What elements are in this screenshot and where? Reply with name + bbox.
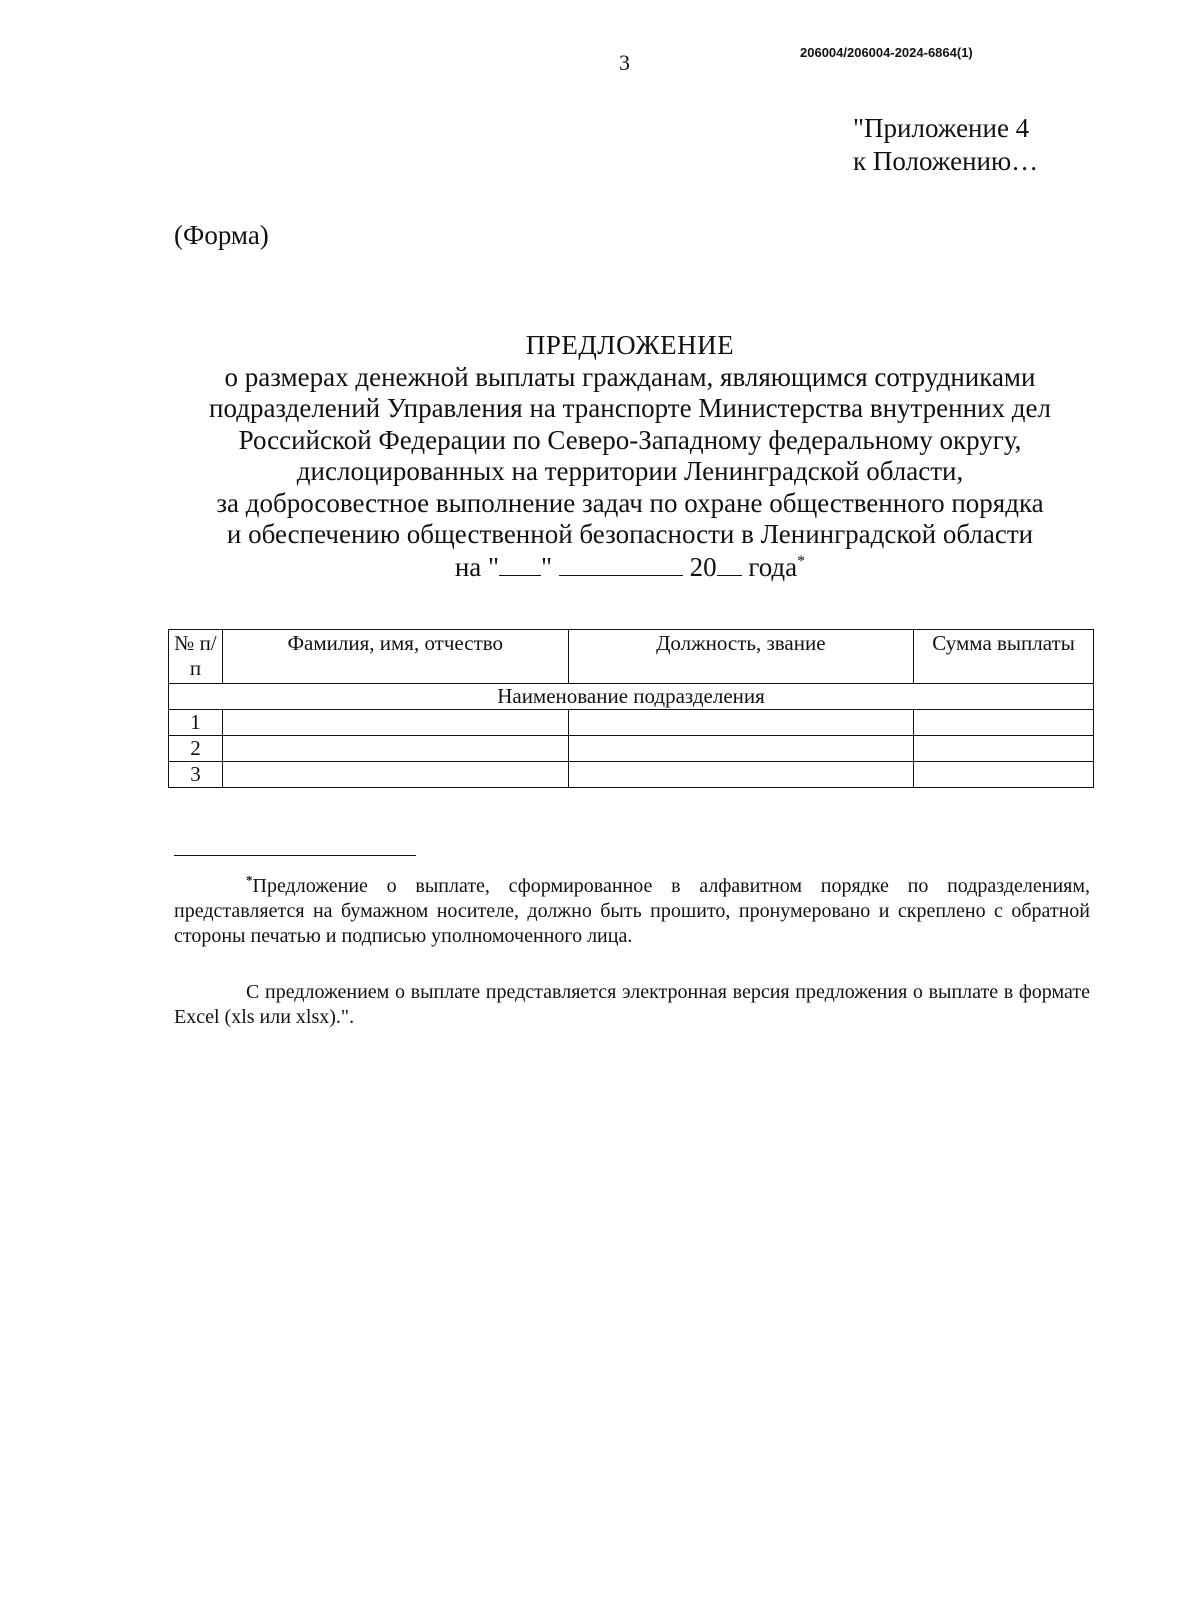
row-name — [222, 710, 568, 736]
year-blank — [717, 551, 742, 576]
page-number: 3 — [619, 50, 630, 75]
title-line-3: Российской Федерации по Северо-Западному федеральному округу, — [238, 424, 1022, 455]
title-line-1: о размерах денежной выплаты гражданам, являющимся сотрудниками — [224, 361, 1036, 392]
day-blank — [499, 551, 541, 576]
row-name — [222, 762, 568, 788]
row-amount — [914, 736, 1094, 762]
date-suffix: года — [748, 551, 798, 582]
row-number: 2 — [169, 736, 223, 762]
footnote-indent — [174, 981, 246, 1003]
table-row — [169, 710, 1094, 736]
row-amount — [914, 762, 1094, 788]
table-row — [169, 736, 1094, 762]
date-line — [150, 551, 1110, 584]
appendix-line-1: "Приложение 4 — [853, 113, 1030, 143]
table-row — [169, 762, 1094, 788]
footnote-indent — [174, 875, 246, 897]
footnote-paragraph-2 — [174, 980, 1090, 1030]
title-line-5: за добросовестное выполнение задач по охране общественного порядка — [216, 487, 1044, 518]
footnote-text-2: С предложением о выплате представляется электронная версия предложения о выплате в формате Excel (xls или xlsx).". — [174, 981, 1090, 1028]
header-position: Должность, звание — [568, 630, 914, 684]
footnote-separator — [174, 855, 416, 856]
date-century: 20 — [689, 551, 717, 582]
row-position — [568, 762, 914, 788]
footnote-text-1: Предложение о выплате, сформированное в алфавитном порядке по подразделениям, представляется на бумажном носителе, должно быть прошито, пронумеровано и скреплено с обратной стороны печатью и подписью уполномоченного лица. — [174, 875, 1090, 947]
row-position — [568, 710, 914, 736]
row-amount — [914, 710, 1094, 736]
form-label: (Форма) — [174, 220, 269, 250]
table-header-row — [169, 630, 1094, 684]
title-line-6: и обеспечению общественной безопасности в Ленинградской области — [226, 519, 1034, 549]
row-number: 3 — [169, 762, 223, 788]
document-code: 206004/206004-2024-6864(1) — [800, 45, 973, 60]
header-number: № п/п — [169, 630, 223, 684]
header-name: Фамилия, имя, отчество — [222, 630, 568, 684]
row-position — [568, 736, 914, 762]
appendix-line-2: к Положению… — [853, 146, 1039, 176]
title-line-2: подразделений Управления на транспорте Министерства внутренних дел — [209, 393, 1051, 423]
row-name — [222, 736, 568, 762]
payment-table — [168, 629, 1094, 788]
title-heading: ПРЕДЛОЖЕНИЕ — [525, 330, 735, 360]
title-line-4: дислоцированных на территории Ленинградской области, — [296, 456, 964, 486]
header-amount: Сумма выплаты — [914, 630, 1094, 684]
date-prefix: на " — [454, 551, 500, 582]
footnote-paragraph-1 — [174, 874, 1090, 949]
appendix-reference — [853, 112, 1038, 178]
section-name: Наименование подразделения — [169, 684, 1094, 710]
month-blank — [559, 551, 683, 576]
date-quote-close: " — [541, 551, 553, 582]
section-row — [169, 684, 1094, 710]
row-number: 1 — [169, 710, 223, 736]
document-title — [150, 330, 1110, 583]
footnote-mark: * — [797, 552, 806, 570]
footnote-mark: * — [246, 872, 253, 888]
